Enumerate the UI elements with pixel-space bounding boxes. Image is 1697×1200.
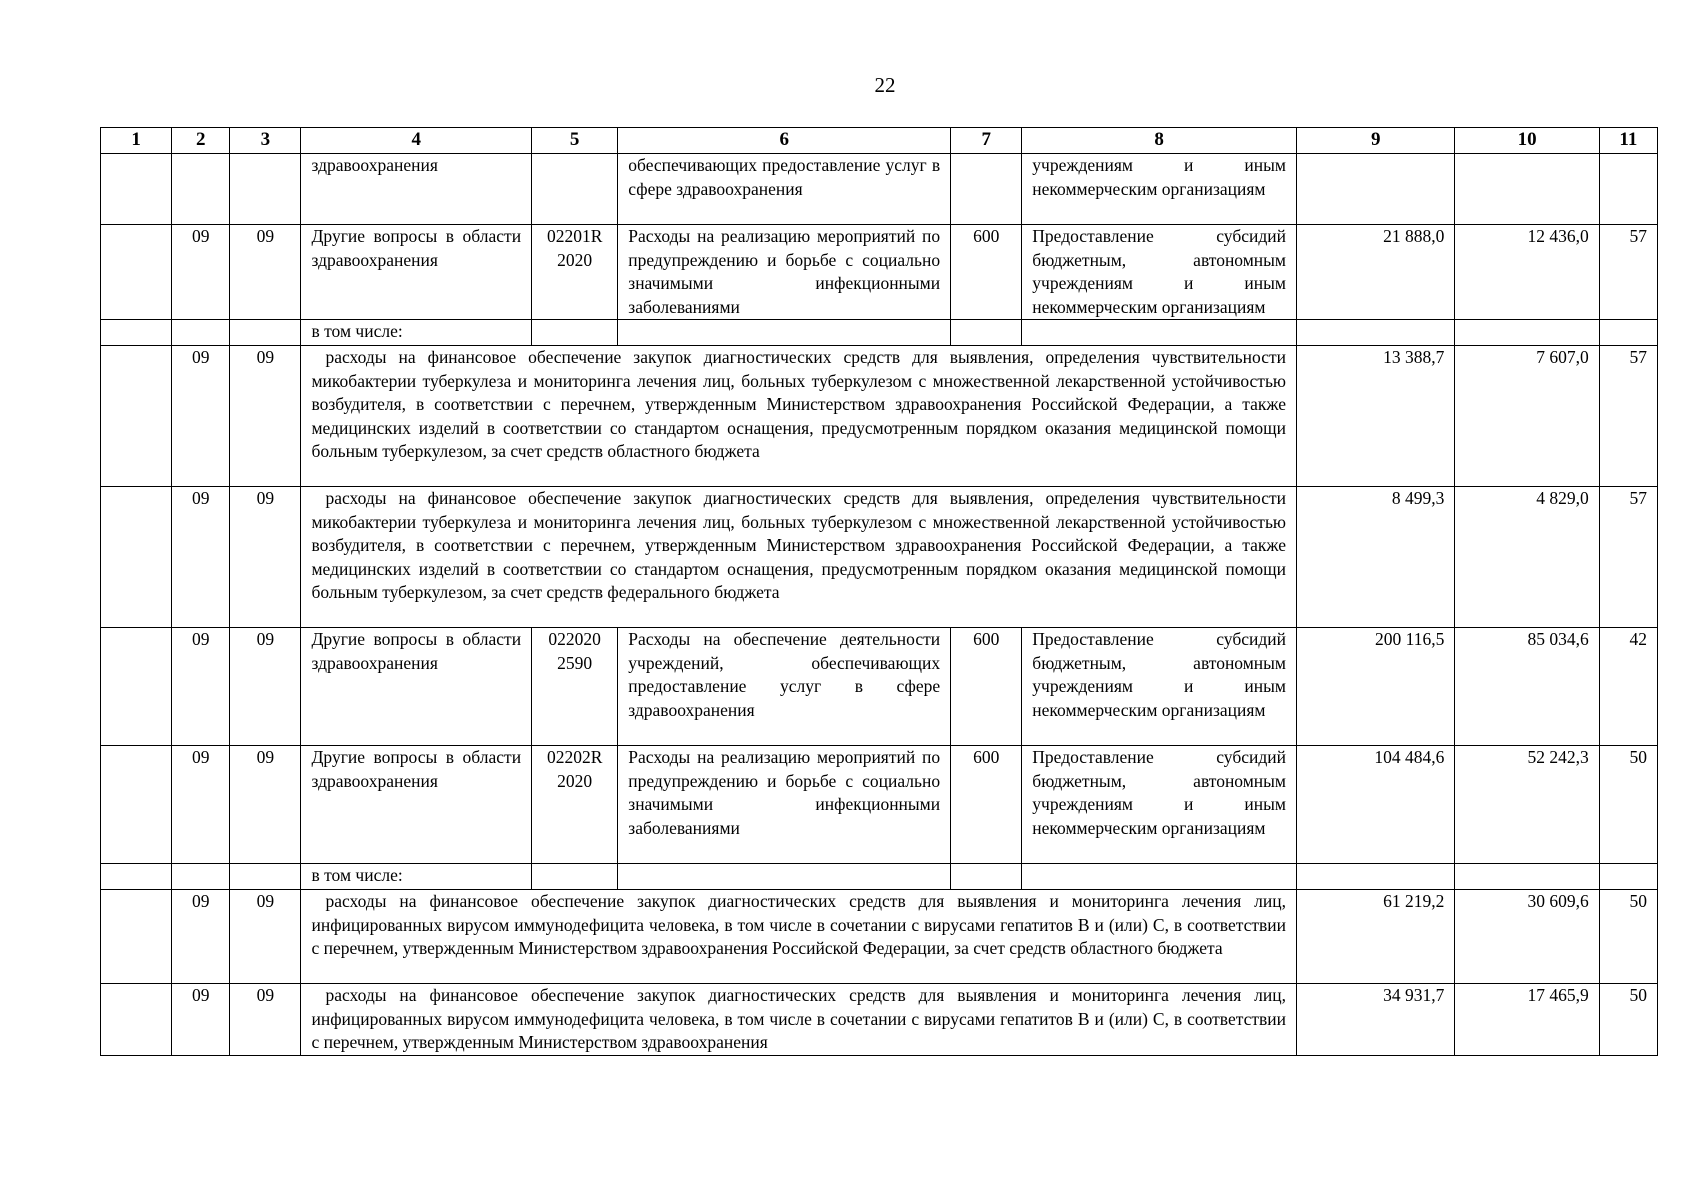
cell-actual <box>1455 320 1599 346</box>
cell-type-name <box>1022 320 1297 346</box>
cell-plan <box>1297 320 1455 346</box>
cell-percent: 50 <box>1599 890 1657 984</box>
table-row <box>101 628 1658 746</box>
table-row <box>101 984 1658 1056</box>
cell-subsection: 09 <box>230 628 301 746</box>
table-row <box>101 890 1658 984</box>
cell-subsection <box>230 320 301 346</box>
cell-plan: 13 388,7 <box>1297 346 1455 487</box>
cell-section <box>172 864 230 890</box>
cell-description: расходы на финансовое обеспечение закупок диагностических средств для выявления и мониторинга лечения лиц, инфицированных вирусом иммунодефицита человека, в том числе в сочетании с вирусами гепатитов B и (или) C, в соответствии с перечнем, утвержденным Министерством здравоохранения Российской Федерации, за счет средств областного бюджета <box>301 890 1297 984</box>
cell-plan: 34 931,7 <box>1297 984 1455 1056</box>
cell-target-code: 02202R 2020 <box>532 746 618 864</box>
cell-subsection: 09 <box>230 487 301 628</box>
cell-actual: 12 436,0 <box>1455 225 1599 320</box>
cell-col1 <box>101 864 172 890</box>
cell-type-code <box>951 320 1022 346</box>
cell-name: в том числе: <box>301 864 532 890</box>
cell-subsection: 09 <box>230 225 301 320</box>
cell-section: 09 <box>172 628 230 746</box>
cell-subsection: 09 <box>230 746 301 864</box>
cell-section <box>172 154 230 225</box>
column-header: 8 <box>1022 128 1297 154</box>
column-header: 7 <box>951 128 1022 154</box>
cell-section: 09 <box>172 487 230 628</box>
cell-col1 <box>101 628 172 746</box>
column-header: 11 <box>1599 128 1657 154</box>
page-number: 22 <box>874 73 896 97</box>
cell-subsection: 09 <box>230 984 301 1056</box>
cell-target-code <box>532 864 618 890</box>
column-header: 9 <box>1297 128 1455 154</box>
cell-section <box>172 320 230 346</box>
cell-percent: 57 <box>1599 487 1657 628</box>
cell-plan: 61 219,2 <box>1297 890 1455 984</box>
cell-expense-name: обеспечивающих предоставление услуг в сфере здравоохранения <box>618 154 951 225</box>
cell-name: здравоохранения <box>301 154 532 225</box>
cell-type-name: Предоставление субсидий бюджетным, автономным учреждениям и иным некоммерческим организациям <box>1022 225 1297 320</box>
table-row <box>101 864 1658 890</box>
cell-type-code <box>951 154 1022 225</box>
cell-description: расходы на финансовое обеспечение закупок диагностических средств для выявления, определения чувствительности микобактерии туберкулеза и мониторинга лечения лиц, больных туберкулезом с множественной лекарственной устойчивостью возбудителя, в соответствии с перечнем, утвержденным Министерством здравоохранения Российской Федерации, а также медицинских изделий в соответствии со стандартом оснащения, предусмотренным порядком оказания медицинской помощи больным туберкулезом, за счет средств федерального бюджета <box>301 487 1297 628</box>
cell-percent <box>1599 864 1657 890</box>
cell-type-name <box>1022 864 1297 890</box>
cell-section: 09 <box>172 225 230 320</box>
cell-col1 <box>101 890 172 984</box>
cell-section: 09 <box>172 890 230 984</box>
column-header: 3 <box>230 128 301 154</box>
cell-percent: 57 <box>1599 225 1657 320</box>
cell-section: 09 <box>172 746 230 864</box>
cell-percent: 50 <box>1599 746 1657 864</box>
cell-percent: 42 <box>1599 628 1657 746</box>
cell-type-code: 600 <box>951 628 1022 746</box>
cell-plan <box>1297 154 1455 225</box>
table-row <box>101 487 1658 628</box>
cell-expense-name: Расходы на реализацию мероприятий по предупреждению и борьбе с социально значимыми инфекционными заболеваниями <box>618 746 951 864</box>
cell-plan: 8 499,3 <box>1297 487 1455 628</box>
cell-actual <box>1455 154 1599 225</box>
cell-actual: 52 242,3 <box>1455 746 1599 864</box>
table-row <box>101 225 1658 320</box>
cell-actual: 17 465,9 <box>1455 984 1599 1056</box>
cell-target-code <box>532 154 618 225</box>
cell-subsection <box>230 864 301 890</box>
cell-actual <box>1455 864 1599 890</box>
cell-plan: 21 888,0 <box>1297 225 1455 320</box>
cell-target-code: 02201R 2020 <box>532 225 618 320</box>
column-header: 4 <box>301 128 532 154</box>
cell-col1 <box>101 225 172 320</box>
cell-type-name: учреждениям и иным некоммерческим организациям <box>1022 154 1297 225</box>
cell-percent <box>1599 154 1657 225</box>
cell-actual: 85 034,6 <box>1455 628 1599 746</box>
cell-percent: 57 <box>1599 346 1657 487</box>
cell-plan <box>1297 864 1455 890</box>
cell-col1 <box>101 320 172 346</box>
budget-table <box>100 127 1658 1056</box>
table-row <box>101 346 1658 487</box>
column-header: 5 <box>532 128 618 154</box>
cell-section: 09 <box>172 346 230 487</box>
cell-actual: 7 607,0 <box>1455 346 1599 487</box>
cell-col1 <box>101 346 172 487</box>
cell-name: Другие вопросы в области здравоохранения <box>301 628 532 746</box>
table-row <box>101 746 1658 864</box>
cell-col1 <box>101 746 172 864</box>
table-row <box>101 320 1658 346</box>
cell-actual: 4 829,0 <box>1455 487 1599 628</box>
cell-subsection: 09 <box>230 346 301 487</box>
column-header: 10 <box>1455 128 1599 154</box>
cell-subsection: 09 <box>230 890 301 984</box>
cell-section: 09 <box>172 984 230 1056</box>
cell-type-name: Предоставление субсидий бюджетным, автономным учреждениям и иным некоммерческим организациям <box>1022 746 1297 864</box>
cell-subsection <box>230 154 301 225</box>
cell-plan: 104 484,6 <box>1297 746 1455 864</box>
cell-name: Другие вопросы в области здравоохранения <box>301 746 532 864</box>
header-row <box>101 128 1658 154</box>
cell-description: расходы на финансовое обеспечение закупок диагностических средств для выявления, определения чувствительности микобактерии туберкулеза и мониторинга лечения лиц, больных туберкулезом с множественной лекарственной устойчивостью возбудителя, в соответствии с перечнем, утвержденным Министерством здравоохранения Российской Федерации, а также медицинских изделий в соответствии со стандартом оснащения, предусмотренным порядком оказания медицинской помощи больным туберкулезом, за счет средств областного бюджета <box>301 346 1297 487</box>
cell-name: Другие вопросы в области здравоохранения <box>301 225 532 320</box>
cell-type-code <box>951 864 1022 890</box>
cell-percent <box>1599 320 1657 346</box>
cell-type-name: Предоставление субсидий бюджетным, автономным учреждениям и иным некоммерческим организациям <box>1022 628 1297 746</box>
table-row <box>101 154 1658 225</box>
cell-type-code: 600 <box>951 746 1022 864</box>
cell-expense-name: Расходы на обеспечение деятельности учреждений, обеспечивающих предоставление услуг в сфере здравоохранения <box>618 628 951 746</box>
cell-actual: 30 609,6 <box>1455 890 1599 984</box>
cell-expense-name <box>618 864 951 890</box>
column-header: 6 <box>618 128 951 154</box>
column-header: 2 <box>172 128 230 154</box>
cell-plan: 200 116,5 <box>1297 628 1455 746</box>
cell-target-code <box>532 320 618 346</box>
cell-name: в том числе: <box>301 320 532 346</box>
cell-col1 <box>101 984 172 1056</box>
cell-target-code: 022020 2590 <box>532 628 618 746</box>
cell-expense-name <box>618 320 951 346</box>
cell-type-code: 600 <box>951 225 1022 320</box>
cell-expense-name: Расходы на реализацию мероприятий по предупреждению и борьбе с социально значимыми инфекционными заболеваниями <box>618 225 951 320</box>
cell-col1 <box>101 154 172 225</box>
column-header: 1 <box>101 128 172 154</box>
cell-description: расходы на финансовое обеспечение закупок диагностических средств для выявления и мониторинга лечения лиц, инфицированных вирусом иммунодефицита человека, в том числе в сочетании с вирусами гепатитов B и (или) C, в соответствии с перечнем, утвержденным Министерством здравоохранения <box>301 984 1297 1056</box>
cell-percent: 50 <box>1599 984 1657 1056</box>
cell-col1 <box>101 487 172 628</box>
